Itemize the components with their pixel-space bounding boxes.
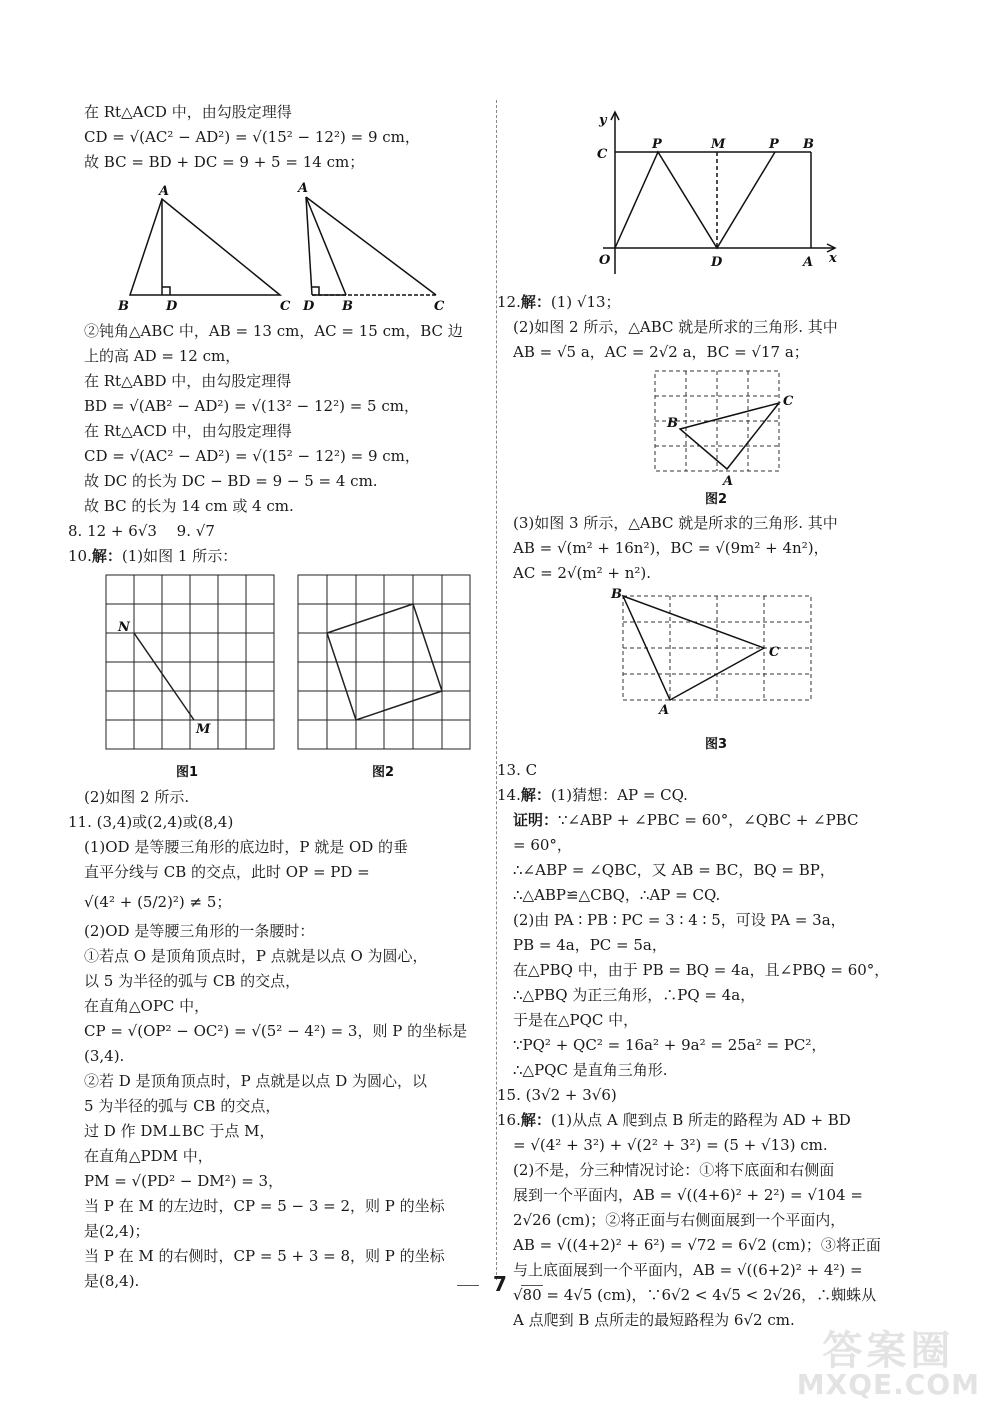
text-line: 在直角△PDM 中， (84, 1147, 213, 1165)
grid-1 (106, 575, 274, 749)
watermark-url: MXQE.COM (796, 1368, 980, 1401)
text-line: (1)如图 1 所示： (121, 547, 238, 565)
text-line: (1)猜想：AP = CQ. (550, 786, 688, 804)
label-b: B (611, 588, 622, 602)
label-a: A (803, 255, 814, 270)
figure-2 (513, 367, 919, 509)
label-b: B (118, 299, 129, 314)
label-a: A (298, 181, 309, 196)
text-line: = 60°， (513, 836, 572, 854)
figure-caption: 图1 (176, 765, 199, 780)
text-line: 故 BC 的长为 14 cm 或 4 cm. (84, 497, 294, 515)
text-line: 在 Rt△ACD 中，由勾股定理得 (84, 422, 292, 440)
grid-2 (298, 575, 470, 749)
figure-caption: 图2 (705, 492, 728, 507)
text-line: AB = √(m² + 16n²)，BC = √(9m² + 4n²)， (513, 539, 829, 557)
text-line: 在△PBQ 中，由于 PB = BQ = 4a，且∠PBQ = 60°， (513, 961, 890, 979)
question-number: 12. (497, 293, 521, 311)
question-10 (68, 544, 488, 569)
text-line: ②钝角△ABC 中，AB = 13 cm，AC = 15 cm，BC 边 (84, 322, 463, 340)
text-line: 直平分线与 CB 的交点，此时 OP = PD = (84, 863, 370, 881)
text-line: ∴△ABP≌△CBQ，∴AP = CQ. (513, 886, 721, 904)
text-line: CD = √(AC² − AD²) = √(15² − 12²) = 9 cm， (84, 128, 420, 146)
text-line: ∵PQ² + QC² = 16a² + 9a² = 25a² = PC²， (513, 1036, 827, 1054)
label-a: A (659, 703, 670, 718)
text-line: 于是在△PQC 中， (513, 1011, 639, 1029)
label-x: x (829, 251, 837, 266)
text-line: = √(4² + 3²) + √(2² + 3²) = (5 + √13) cm. (513, 1136, 828, 1154)
left-column (68, 100, 488, 1294)
label-n: N (118, 620, 130, 635)
text-line: AC = 2√(m² + n²). (513, 564, 652, 582)
text-line: CP = √(OP² − OC²) = √(5² − 4²) = 3，则 P 的坐标是 (84, 1022, 468, 1040)
label-c: C (280, 299, 291, 314)
text-line: CD = √(AC² − AD²) = √(15² − 12²) = 9 cm， (84, 447, 420, 465)
text-line: ①若点 O 是顶角顶点时，P 点就是以点 O 为圆心， (84, 947, 428, 965)
text-line: √80 = 4√5 (cm)，∵6√2 < 4√5 < 2√26，∴蜘蛛从 (513, 1286, 877, 1304)
text-line: (2)如图 2 所示，△ABC 就是所求的三角形. 其中 (513, 318, 838, 336)
text-line: 与上底面展到一个平面内，AB = √((6+2)² + 4²) = (513, 1261, 863, 1279)
answer-8-9: 8. 12 + 6√3 9. √7 (68, 522, 215, 540)
solution-label: 解： (91, 547, 122, 565)
page-number (0, 1272, 1000, 1296)
text-line: (3,4). (84, 1047, 125, 1065)
text-line: (1)OD 是等腰三角形的底边时，P 就是 OD 的垂 (84, 838, 409, 856)
label-p: P (652, 137, 662, 152)
text-line: 在 Rt△ABD 中，由勾股定理得 (84, 372, 292, 390)
proof-line (513, 808, 919, 833)
text-line: AB = √((4+2)² + 6²) = √72 = 6√2 (cm)；③将正面 (513, 1236, 881, 1254)
question-16 (497, 1108, 919, 1133)
text-line: ②若 D 是顶角顶点时，P 点就是以点 D 为圆心，以 (84, 1072, 427, 1090)
label-d: D (303, 299, 315, 314)
page-number-dash (457, 1285, 479, 1286)
watermark-logo (796, 1328, 980, 1401)
coordinate-figure (513, 106, 919, 288)
text-line: PB = 4a，PC = 5a， (513, 936, 667, 954)
right-column (497, 104, 919, 1333)
text-line: ∴△PQC 是直角三角形. (513, 1061, 668, 1079)
label-o: O (599, 253, 611, 268)
text-line: ∵∠ABP + ∠PBC = 60°，∠QBC + ∠PBC (558, 811, 859, 829)
text-line: 当 P 在 M 的左边时，CP = 5 − 3 = 2，则 P 的坐标 (84, 1197, 445, 1215)
text-line: 过 D 作 DM⊥BC 于点 M， (84, 1122, 275, 1140)
label-a: A (159, 184, 170, 199)
obtuse-triangle (306, 197, 436, 295)
question-14 (497, 783, 919, 808)
text-line: PM = √(PD² − DM²) = 3， (84, 1172, 284, 1190)
text-line: ∴∠ABP = ∠QBC，又 AB = BC，BQ = BP， (513, 861, 835, 879)
answer-15: 15. (3√2 + 3√6) (497, 1086, 617, 1104)
text-line: 故 DC 的长为 DC − BD = 9 − 5 = 4 cm. (84, 472, 378, 490)
label-m: M (711, 137, 726, 152)
answer-13: 13. C (497, 761, 538, 779)
text-line: (2)如图 2 所示. (84, 788, 190, 806)
text-line: (2)由 PA ∶ PB ∶ PC = 3 ∶ 4 ∶ 5，可设 PA = 3a， (513, 911, 846, 929)
text-line: 当 P 在 M 的右侧时，CP = 5 + 3 = 8，则 P 的坐标 (84, 1247, 445, 1265)
triangles-figure (84, 177, 488, 317)
question-number: 16. (497, 1111, 521, 1129)
answer-11: 11. (3,4)或(2,4)或(8,4) (68, 813, 234, 831)
text-line: 是(8,4). (84, 1272, 140, 1290)
label-m: M (196, 722, 211, 737)
page-number-text: 7 (493, 1272, 507, 1296)
figure-3 (513, 588, 919, 756)
text-line: 在 Rt△ACD 中，由勾股定理得 (84, 103, 292, 121)
label-y: y (599, 113, 607, 128)
grid-figures (84, 571, 488, 783)
label-c: C (597, 147, 608, 162)
proof-label: 证明： (513, 811, 559, 829)
text-line: (1) √13； (550, 293, 621, 311)
solution-label: 解： (520, 786, 551, 804)
text-line: 故 BC = BD + DC = 9 + 5 = 14 cm； (84, 153, 365, 171)
text-line: 展到一个平面内，AB = √((4+6)² + 2²) = √104 = (513, 1186, 863, 1204)
text-line: BD = √(AB² − AD²) = √(13² − 12²) = 5 cm， (84, 397, 419, 415)
label-c: C (769, 645, 780, 660)
text-line: ∴△PBQ 为正三角形，∴PQ = 4a， (513, 986, 756, 1004)
label-c: C (434, 299, 445, 314)
question-12 (497, 290, 919, 315)
text-line: (2)不是，分三种情况讨论：①将下底面和右侧面 (513, 1161, 835, 1179)
question-number: 10. (68, 547, 92, 565)
question-number: 14. (497, 786, 521, 804)
solution-label: 解： (520, 1111, 551, 1129)
watermark-text: 答案圈 (822, 1328, 955, 1374)
label-a: A (723, 474, 734, 489)
text-line: (2)OD 是等腰三角形的一条腰时： (84, 922, 315, 940)
label-c: C (783, 394, 794, 409)
text-line: 2√26 (cm)；②将正面与右侧面展到一个平面内， (513, 1211, 846, 1229)
solution-label: 解： (520, 293, 551, 311)
text-line: 是(2,4)； (84, 1222, 150, 1240)
label-b: B (803, 137, 814, 152)
figure-caption: 图3 (705, 737, 728, 752)
text-line: 以 5 为半径的弧与 CB 的交点， (84, 972, 301, 990)
text-line: 上的高 AD = 12 cm， (84, 347, 241, 365)
figure-caption: 图2 (372, 765, 395, 780)
text-line: (1)从点 A 爬到点 B 所走的路程为 AD + BD (550, 1111, 851, 1129)
label-b: B (342, 299, 353, 314)
label-b: B (667, 416, 678, 431)
page-number-dash (521, 1285, 543, 1286)
text-line: 5 为半径的弧与 CB 的交点， (84, 1097, 281, 1115)
text-line: (3)如图 3 所示，△ABC 就是所求的三角形. 其中 (513, 514, 838, 532)
text-line: √(4² + (5/2)²) ≠ 5； (84, 893, 232, 911)
text-line: A 点爬到 B 点所走的最短路程为 6√2 cm. (513, 1311, 795, 1329)
label-p: P (769, 137, 779, 152)
text-line: 在直角△OPC 中， (84, 997, 210, 1015)
label-d: D (166, 299, 178, 314)
acute-triangle (130, 199, 280, 295)
label-d: D (711, 255, 723, 270)
text-line: AB = √5 a，AC = 2√2 a，BC = √17 a； (513, 343, 809, 361)
